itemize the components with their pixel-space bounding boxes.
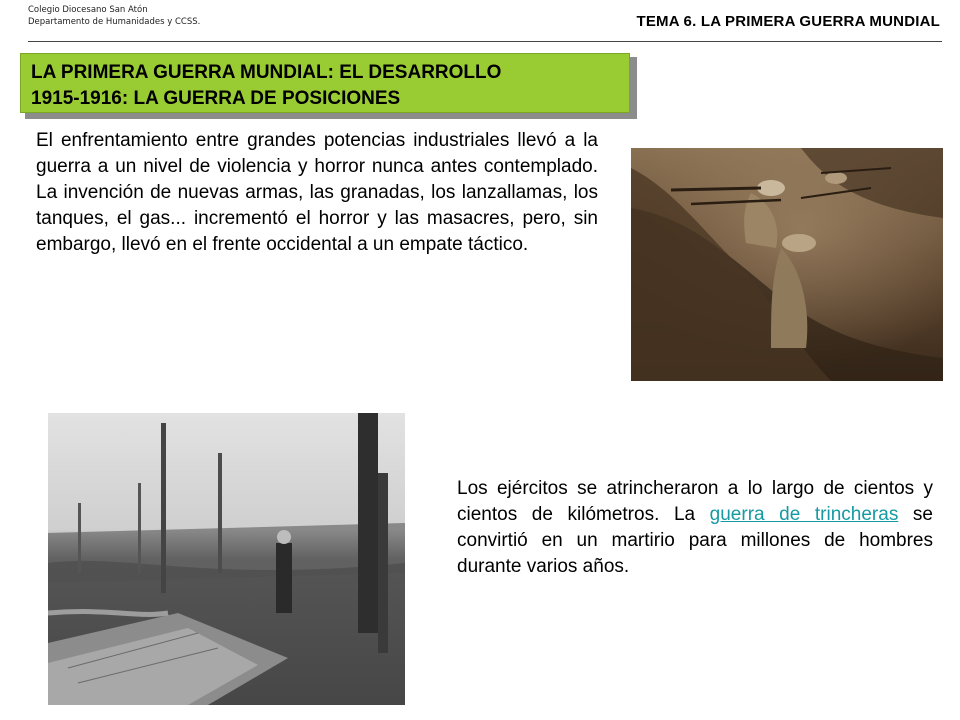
trenches-text-after: se convirtió en un martirio para millones de hombres durante varios años. — [457, 504, 933, 577]
title-line-2: 1915-1916: LA GUERRA DE POSICIONES — [31, 88, 401, 109]
trench-warfare-link[interactable]: guerra de trincheras — [709, 504, 899, 525]
header-divider — [28, 41, 942, 42]
school-header — [28, 4, 200, 28]
trenches-paragraph — [457, 476, 933, 580]
slide-title — [20, 53, 630, 113]
battlefield-photo — [48, 413, 405, 705]
department-name: Departamento de Humanidades y CCSS. — [28, 17, 201, 27]
intro-paragraph: El enfrentamiento entre grandes potencias industriales llevó a la guerra a un nivel de violencia y horror nunca antes contemplado. La invención de nuevas armas, las granadas, los lanzallamas, los tanques, el gas... incrementó el horror y las masacres, pero, sin embargo, llevó en el frente occidental a un empate táctico. — [36, 130, 598, 255]
topic-title: TEMA 6. LA PRIMERA GUERRA MUNDIAL — [636, 13, 940, 30]
trenches-text-before: Los ejércitos se atrincheraron a lo largo de cientos y cientos de kilómetros. La — [457, 478, 933, 525]
school-name: Colegio Diocesano San Atón — [28, 5, 148, 15]
trench-soldiers-photo — [631, 148, 943, 381]
title-line-1: LA PRIMERA GUERRA MUNDIAL: EL DESARROLLO — [31, 62, 502, 83]
